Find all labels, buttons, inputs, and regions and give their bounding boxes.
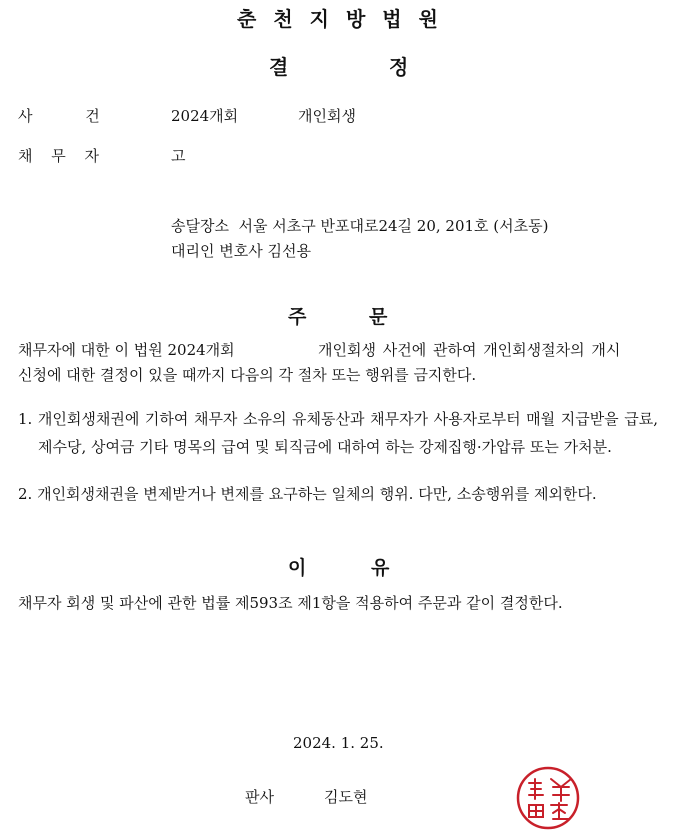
case-name: 개인회생 <box>298 107 356 125</box>
reason-text: 채무자 회생 및 파산에 관한 법률 제593조 제1항을 적용하여 주문과 같이 결정한다. <box>18 594 563 612</box>
order-text-1a: 채무자에 대한 이 법원 2024개회 <box>18 341 235 359</box>
order-item-1: 1. 개인회생채권에 기하여 채무자 소유의 유체동산과 채무자가 사용자로부터 매월 지급받을 급료, 제수당, 상여금 기타 명목의 급여 및 퇴직금에 대하여 하는 강제집행·가압류 또는 가처분. <box>18 410 658 456</box>
debtor-label-text: 채 무 자 <box>18 147 100 165</box>
agent: 대리인 변호사 김선용 <box>171 242 311 260</box>
order-heading-left: 주 <box>288 306 307 328</box>
reason-heading-left: 이 <box>288 557 307 579</box>
reason-heading-right: 유 <box>371 557 390 579</box>
judge-seal-stamp <box>515 765 581 831</box>
court-name: 춘천지방법원 <box>237 7 455 31</box>
order-text-2: 신청에 대한 결정이 있을 때까지 다음의 각 절차 또는 행위를 금지한다. <box>18 366 477 384</box>
debtor-name: 고 <box>171 147 186 165</box>
decision-date: 2024. 1. 25. <box>293 734 384 752</box>
order-heading-right: 문 <box>369 306 388 328</box>
judge-title: 판사 <box>245 788 274 806</box>
order-text-1b: 개인회생 사건에 관하여 개인회생절차의 개시 <box>318 341 621 359</box>
title-char-right: 정 <box>389 55 409 79</box>
order-item-2: 2. 개인회생채권을 변제받거나 변제를 요구하는 일체의 행위. 다만, 소송행위를 제외한다. <box>18 485 597 503</box>
case-number: 2024개회 <box>171 107 239 125</box>
case-label <box>18 105 100 126</box>
judge-name: 김도현 <box>324 788 368 806</box>
case-label-text: 사 건 <box>18 107 100 125</box>
title-char-left: 결 <box>269 55 289 79</box>
service-address: 송달장소 서울 서초구 반포대로24길 20, 201호 (서초동) <box>171 217 549 235</box>
debtor-label <box>18 145 99 166</box>
